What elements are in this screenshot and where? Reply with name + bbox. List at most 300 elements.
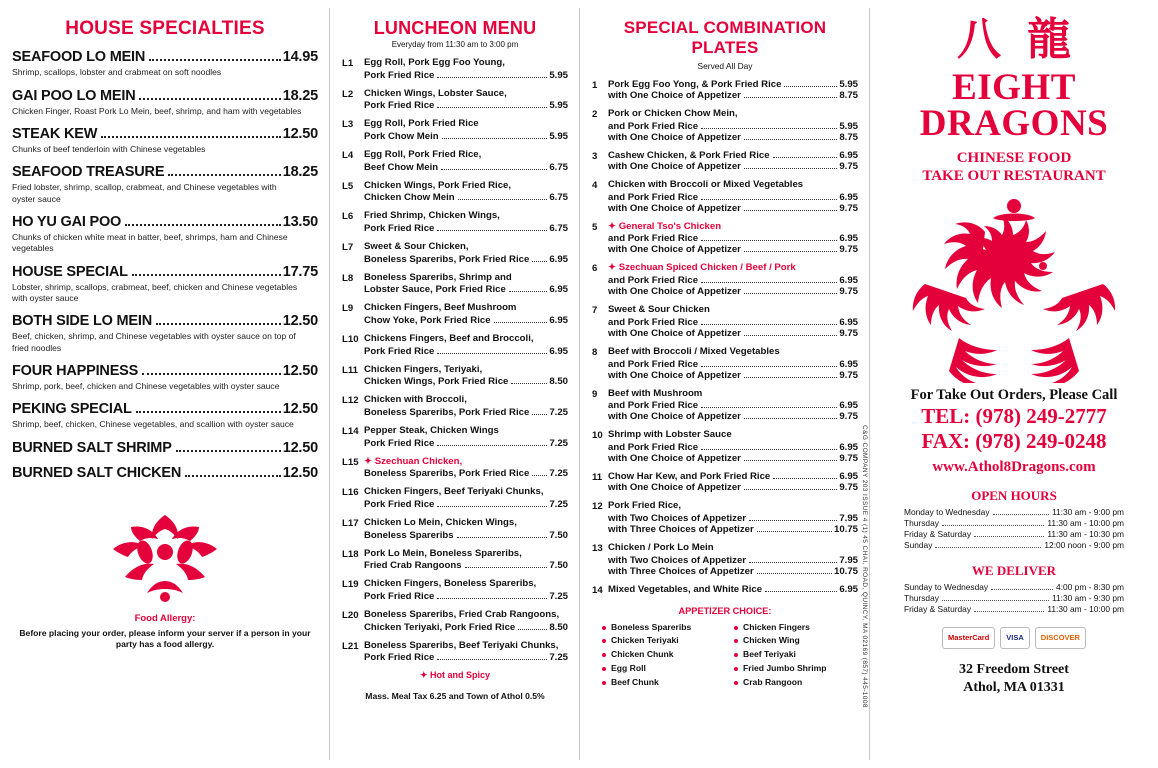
house-specialty-line — [12, 49, 318, 65]
restaurant-name-line2: DRAGONS — [919, 103, 1109, 145]
combination-item-price: 10.75 — [833, 565, 858, 577]
leader-dots — [437, 658, 547, 660]
combination-item-name-single: Chow Har Kew, and Pork Fried Rice — [608, 471, 771, 483]
leader-dots — [701, 281, 837, 283]
take-out-call-text: For Take Out Orders, Please Call — [910, 387, 1118, 403]
combination-item-number: 3 — [592, 150, 598, 162]
combination-item-option: with One Choice of Appetizer — [608, 90, 741, 102]
visa-icon: VISA — [1000, 627, 1030, 649]
chili-pepper-icon: ✦ — [364, 455, 375, 467]
combination-item-name-2: and Pork Fried Rice — [608, 316, 699, 328]
mastercard-icon: MasterCard — [942, 627, 995, 649]
combination-plates-title — [592, 18, 858, 57]
luncheon-item — [342, 180, 568, 204]
luncheon-item-name: Chicken Wings, Pork Fried Rice, — [364, 179, 512, 191]
luncheon-item-name: Chickens Fingers, Beef and Broccoli, — [364, 333, 534, 345]
luncheon-item-price: 5.95 — [549, 100, 568, 112]
combination-item-price: 9.75 — [839, 327, 858, 339]
house-specialty-item — [12, 88, 318, 117]
delivery-hours-row — [882, 582, 1146, 593]
house-specialties-column — [0, 0, 330, 768]
combination-item-name: Chicken with Broccoli or Mixed Vegetables — [608, 178, 804, 190]
combination-item-price: 6.95 — [839, 583, 858, 595]
leader-dots — [701, 127, 837, 129]
leader-dots — [458, 198, 548, 200]
leader-dots — [532, 474, 547, 476]
leader-dots — [701, 198, 837, 200]
leader-dots — [974, 535, 1044, 537]
luncheon-item-code: L9 — [342, 303, 354, 315]
luncheon-item-name-last: Boneless Spareribs — [364, 529, 454, 541]
luncheon-item-code: L21 — [342, 640, 359, 652]
house-specialty-description: Shrimp, beef, chicken, Chinese vegetables, and scallion with oyster sauce — [12, 419, 294, 430]
luncheon-item-price-line — [364, 652, 568, 663]
combination-item-number: 5 — [592, 221, 598, 233]
house-specialty-item — [12, 264, 318, 305]
luncheon-item-name-last: Beef Chow Mein — [364, 161, 439, 173]
discover-icon: DISCOVER — [1035, 627, 1086, 649]
leader-dots — [701, 239, 837, 241]
leader-dots — [437, 106, 547, 108]
luncheon-item-name-last: Chow Yoke, Pork Fried Rice — [364, 315, 491, 327]
combination-item-body — [608, 79, 858, 101]
leader-dots — [142, 372, 281, 375]
luncheon-item-body — [364, 640, 568, 664]
appetizer-choice-item: Chicken Teriyaki — [602, 634, 726, 647]
house-specialty-item — [12, 214, 318, 255]
luncheon-item-body — [364, 210, 568, 234]
luncheon-item — [342, 149, 568, 173]
house-specialties-list — [12, 49, 318, 480]
leader-dots — [744, 488, 837, 490]
house-specialty-price: 17.75 — [282, 263, 318, 280]
luncheon-item-price: 7.50 — [549, 560, 568, 572]
luncheon-item-code: L18 — [342, 548, 359, 560]
leader-dots — [132, 273, 281, 276]
luncheon-item-body — [364, 548, 568, 572]
combination-price-line — [608, 524, 858, 535]
luncheon-item-name-last: Boneless Spareribs, Pork Fried Rice — [364, 468, 530, 480]
luncheon-item-code: L20 — [342, 609, 359, 621]
hours-days: Sunday — [904, 539, 933, 550]
house-specialty-line — [12, 88, 318, 104]
combination-item-number: 10 — [592, 430, 603, 442]
house-specialty-item — [12, 363, 318, 392]
house-specialty-name: FOUR HAPPINESS — [12, 363, 139, 380]
hot-and-spicy-label: Hot and Spicy — [430, 670, 491, 681]
leader-dots — [139, 97, 280, 100]
luncheon-item-body — [364, 578, 568, 602]
appetizer-choice-item: Beef Teriyaki — [734, 648, 858, 661]
combination-items-list — [592, 79, 858, 596]
chinese-name: 八龍 — [957, 14, 1097, 65]
leader-dots — [701, 448, 837, 450]
combination-item-body — [608, 542, 858, 577]
combination-price-line — [608, 90, 858, 101]
leader-dots — [744, 167, 837, 169]
luncheon-item — [342, 272, 568, 296]
combination-item — [592, 179, 858, 214]
luncheon-item-price-line — [364, 100, 568, 111]
hours-time: 12:00 noon - 9:00 pm — [1044, 539, 1124, 550]
luncheon-item-name-last: Chicken Chow Mein — [364, 192, 455, 204]
open-hours-row — [882, 518, 1146, 529]
house-specialty-name: HO YU GAI POO — [12, 213, 122, 230]
combination-price-line — [608, 584, 858, 595]
hours-days: Thursday — [904, 592, 939, 603]
combination-item-option: with Three Choices of Appetizer — [608, 565, 754, 577]
luncheon-item — [342, 302, 568, 326]
leader-dots — [437, 229, 547, 231]
luncheon-item-name-last: Pork Fried Rice — [364, 345, 435, 357]
combination-item-number: 4 — [592, 179, 598, 191]
restaurant-tagline — [882, 149, 1146, 187]
chili-pepper-icon: ✦ — [608, 262, 619, 274]
house-specialty-price: 12.50 — [282, 125, 318, 142]
combination-item-number: 2 — [592, 109, 598, 121]
luncheon-item — [342, 456, 568, 480]
combination-item-name-2: with Two Choices of Appetizer — [608, 554, 747, 566]
leader-dots — [749, 519, 837, 521]
leader-dots — [437, 597, 547, 599]
luncheon-item-name: Boneless Spareribs, Shrimp and — [364, 271, 512, 283]
tagline-line1: CHINESE FOOD — [956, 149, 1072, 166]
leader-dots — [437, 76, 547, 78]
combination-title-line1: SPECIAL COMBINATION — [623, 18, 827, 37]
restaurant-name-line1: EIGHT — [952, 67, 1076, 108]
luncheon-item-name: Egg Roll, Pork Fried Rice, — [364, 149, 482, 161]
luncheon-item-name-last: Fried Crab Rangoons — [364, 560, 462, 572]
luncheon-item — [342, 486, 568, 510]
leader-dots — [744, 250, 837, 252]
chili-pepper-icon: ✦ — [608, 220, 619, 232]
combination-price-line — [608, 471, 858, 482]
luncheon-item — [342, 241, 568, 265]
combination-price-line — [608, 150, 858, 161]
luncheon-item-price: 8.50 — [549, 376, 568, 388]
leader-dots — [942, 599, 1049, 601]
luncheon-item-code: L15 — [342, 456, 359, 468]
accepted-cards — [882, 627, 1146, 649]
house-specialty-item — [12, 49, 318, 78]
hours-time: 11:30 am - 9:30 pm — [1051, 592, 1124, 603]
luncheon-item-body — [364, 241, 568, 265]
leader-dots — [744, 376, 837, 378]
luncheon-item-name-last: Boneless Spareribs, Pork Fried Rice — [364, 253, 530, 265]
luncheon-item-body — [364, 272, 568, 296]
leader-dots — [749, 561, 837, 563]
luncheon-item-name-last: Pork Fried Rice — [364, 100, 435, 112]
combination-item-option: with One Choice of Appetizer — [608, 286, 741, 298]
combination-item-price: 9.75 — [839, 482, 858, 494]
combination-item-name-2: and Pork Fried Rice — [608, 358, 699, 370]
leader-dots — [185, 474, 281, 477]
leader-dots — [744, 459, 837, 461]
appetizer-choice-item: Chicken Wing — [734, 634, 858, 647]
luncheon-item — [342, 578, 568, 602]
combination-item-name-hot: General Tso's Chicken — [618, 220, 722, 232]
leader-dots — [156, 322, 281, 325]
leader-dots — [974, 610, 1044, 612]
combination-item-price: 9.75 — [839, 244, 858, 256]
combination-item-body — [608, 108, 858, 143]
house-specialty-line — [12, 401, 318, 417]
combination-item — [592, 221, 858, 256]
combination-item — [592, 584, 858, 596]
combination-item-number: 6 — [592, 263, 598, 275]
combination-price-line — [608, 161, 858, 172]
combination-item-name — [608, 221, 858, 234]
luncheon-item-price: 7.25 — [549, 499, 568, 510]
house-specialty-price: 18.25 — [282, 87, 318, 104]
house-specialty-item — [12, 313, 318, 354]
luncheon-item — [342, 517, 568, 541]
combination-item-number: 12 — [592, 501, 603, 513]
food-allergy-title: Food Allergy: — [134, 612, 196, 624]
house-specialty-item — [12, 440, 318, 456]
combination-item-price: 5.95 — [839, 120, 858, 132]
combination-price-line — [608, 121, 858, 132]
house-specialty-price: 12.50 — [282, 401, 318, 418]
combination-item — [592, 79, 858, 101]
combination-price-line — [608, 370, 858, 381]
address-line1: 32 Freedom Street — [959, 661, 1069, 677]
leader-dots — [744, 334, 837, 336]
combination-item-body — [608, 221, 858, 256]
combination-item-name-2: and Pork Fried Rice — [608, 233, 699, 245]
appetizer-choice-item: Crab Rangoon — [734, 676, 858, 689]
luncheon-item-code: L14 — [342, 426, 359, 438]
luncheon-item-name: Pork Lo Mein, Boneless Spareribs, — [364, 547, 522, 559]
food-allergy-notice — [12, 613, 318, 651]
combination-item-number: 9 — [592, 388, 598, 400]
combination-item-name-hot: Szechuan Spiced Chicken / Beef / Pork — [618, 262, 796, 274]
appetizer-choice-item: Fried Jumbo Shrimp — [734, 662, 858, 675]
combination-item-option: with One Choice of Appetizer — [608, 453, 741, 465]
open-hours-row — [882, 540, 1146, 551]
house-specialty-price: 12.50 — [282, 313, 318, 330]
luncheon-menu-column — [330, 0, 580, 768]
combination-price-line — [608, 233, 858, 244]
luncheon-item-body — [364, 609, 568, 633]
luncheon-item-price: 7.25 — [549, 437, 568, 449]
combination-price-line — [608, 482, 858, 493]
combination-item-body — [608, 500, 858, 535]
combination-item-price: 8.75 — [839, 90, 858, 102]
luncheon-item-price-line — [364, 192, 568, 203]
printer-code: C&G COMPANY 203 ISSUE 4 (1) 45 CHAI, ROAD, QUINCY, MA 02169 (857) 445-1008 — [861, 425, 868, 708]
house-specialty-name: SEAFOOD TREASURE — [12, 164, 165, 181]
luncheon-item-price: 6.75 — [549, 161, 568, 173]
leader-dots — [993, 513, 1049, 515]
appetizer-choice-header: APPETIZER CHOICE: — [678, 605, 772, 616]
combination-item-name-single: Cashew Chicken, & Pork Fried Rice — [608, 149, 770, 161]
combination-item-option: with One Choice of Appetizer — [608, 482, 741, 494]
luncheon-item — [342, 394, 568, 418]
delivery-hours-list — [882, 582, 1146, 615]
luncheon-item-name: Sweet & Sour Chicken, — [364, 241, 469, 253]
combination-item-price: 9.75 — [839, 453, 858, 465]
luncheon-item-body — [364, 425, 568, 449]
luncheon-item-price: 7.25 — [549, 590, 568, 602]
luncheon-item-price-line — [364, 315, 568, 326]
house-specialty-line — [12, 126, 318, 142]
luncheon-item-price-line — [364, 591, 568, 602]
leader-dots — [168, 173, 280, 176]
combination-item-price: 6.95 — [839, 275, 858, 287]
luncheon-item-body — [364, 180, 568, 204]
combination-item-name-2: and Pork Fried Rice — [608, 442, 699, 454]
luncheon-item-price-line — [364, 131, 568, 142]
leader-dots — [701, 406, 837, 408]
leader-dots — [437, 444, 547, 446]
website-link[interactable]: www.Athol8Dragons.com — [932, 458, 1096, 475]
luncheon-item-price-line — [364, 70, 568, 81]
luncheon-item-name-last: Pork Fried Rice — [364, 69, 435, 81]
we-deliver-title: WE DELIVER — [971, 562, 1057, 578]
combination-item-option: with Three Choices of Appetizer — [608, 523, 754, 535]
combination-item-price: 9.75 — [839, 369, 858, 381]
appetizer-choice-item: Chicken Chunk — [602, 648, 726, 661]
combination-item-price: 6.95 — [839, 400, 858, 412]
luncheon-hours-note: Everyday from 11:30 am to 3:00 pm — [391, 40, 519, 50]
combination-item-number: 14 — [592, 584, 603, 596]
house-specialty-name: HOUSE SPECIAL — [12, 263, 128, 280]
luncheon-menu-title: LUNCHEON MENU — [373, 18, 537, 38]
combination-item-price: 8.75 — [839, 131, 858, 143]
luncheon-item — [342, 609, 568, 633]
house-specialty-line — [12, 164, 318, 180]
house-specialty-description: Chicken Finger, Roast Pork Lo Mein, beef, shrimp, and ham with vegetables — [12, 105, 302, 116]
phone-number[interactable]: TEL: (978) 249-2777 — [921, 404, 1107, 428]
combination-item-option: with One Choice of Appetizer — [608, 369, 741, 381]
combination-item-body — [608, 179, 858, 214]
combination-item-price: 10.75 — [833, 523, 858, 535]
combination-item-body — [608, 150, 858, 172]
leader-dots — [442, 137, 548, 139]
luncheon-item-name: Chicken Fingers, Boneless Spareribs, — [364, 578, 537, 590]
combination-item-price: 6.95 — [839, 471, 858, 483]
house-specialty-description: Lobster, shrimp, scallops, crabmeat, beef, chicken and Chinese vegetables with oyster sauce — [12, 281, 298, 304]
luncheon-item-price-line — [364, 376, 568, 387]
house-specialty-item — [12, 465, 318, 481]
combination-price-line — [608, 566, 858, 577]
house-specialty-name: STEAK KEW — [12, 125, 98, 142]
luncheon-item-body — [364, 333, 568, 357]
house-specialty-name: GAI POO LO MEIN — [12, 87, 136, 104]
luncheon-item-price: 6.95 — [549, 315, 568, 327]
combination-item-option: with One Choice of Appetizer — [608, 131, 741, 143]
combination-item-name-single: Pork Egg Foo Yong, & Pork Fried Rice — [608, 79, 782, 91]
leader-dots — [465, 566, 548, 568]
luncheon-item — [342, 640, 568, 664]
house-specialty-description: Shrimp, scallops, lobster and crabmeat on soft noodles — [12, 67, 222, 78]
luncheon-item-price-line — [364, 560, 568, 571]
combination-price-line — [608, 400, 858, 411]
combination-item-body — [608, 262, 858, 297]
combination-item — [592, 388, 858, 423]
luncheon-item-body — [364, 517, 568, 541]
combination-item-name: Beef with Broccoli / Mixed Vegetables — [608, 345, 780, 357]
combination-item — [592, 150, 858, 172]
hours-time: 11:30 am - 9:00 pm — [1051, 506, 1124, 517]
luncheon-item-name-last: Lobster Sauce, Pork Fried Rice — [364, 284, 506, 296]
leader-dots — [532, 260, 547, 262]
hours-days: Sunday to Wednesday — [904, 581, 989, 592]
luncheon-item-name: Fried Shrimp, Chicken Wings, — [364, 210, 500, 222]
luncheon-item-name-last: Pork Fried Rice — [364, 590, 435, 602]
house-specialty-item — [12, 401, 318, 430]
leader-dots — [437, 505, 547, 507]
combination-item — [592, 542, 858, 577]
house-specialty-line — [12, 214, 318, 230]
leader-dots — [744, 209, 837, 211]
leader-dots — [744, 417, 837, 419]
combination-item — [592, 346, 858, 381]
appetizer-choice-item: Chicken Fingers — [734, 621, 858, 634]
leader-dots — [701, 365, 837, 367]
house-specialty-name: PEKING SPECIAL — [12, 401, 132, 418]
house-specialty-description: Chunks of beef tenderloin with Chinese vegetables — [12, 143, 206, 154]
combination-item-name-2: and Pork Fried Rice — [608, 275, 699, 287]
combination-item-option: with One Choice of Appetizer — [608, 202, 741, 214]
leader-dots — [701, 323, 837, 325]
combination-plates-column — [580, 0, 870, 768]
luncheon-item-body — [364, 364, 568, 388]
leader-dots — [518, 628, 547, 630]
combination-title-line2: PLATES — [691, 37, 759, 57]
luncheon-item-name: Boneless Spareribs, Beef Teriyaki Chunks, — [364, 639, 559, 651]
leader-dots — [757, 530, 832, 532]
luncheon-item-code: L4 — [342, 150, 354, 162]
combination-item-name-2: and Pork Fried Rice — [608, 191, 699, 203]
leader-dots — [784, 85, 837, 87]
fax-number: FAX: (978) 249-0248 — [921, 428, 1107, 453]
combination-item-price: 6.95 — [839, 233, 858, 245]
combination-item-body — [608, 584, 858, 596]
combination-item-name: Beef with Mushroom — [608, 387, 703, 399]
luncheon-item-name — [364, 456, 568, 469]
combination-item-name — [608, 262, 858, 275]
appetizer-choice-list — [592, 621, 858, 689]
house-specialty-price: 14.95 — [282, 49, 318, 66]
combination-item-price: 9.75 — [839, 202, 858, 214]
leader-dots — [744, 138, 837, 140]
luncheon-item-code: L10 — [342, 334, 359, 346]
combination-item-price: 7.95 — [839, 512, 858, 524]
house-specialty-description: Fried lobster, shrimp, scallop, crabmeat, and Chinese vegetables with oyster sauce — [12, 182, 277, 204]
luncheon-item-name-last: Chicken Teriyaki, Pork Fried Rice — [364, 621, 516, 633]
luncheon-item-name: Egg Roll, Pork Egg Foo Young, — [364, 57, 505, 69]
appetizer-choice-item: Boneless Spareribs — [602, 621, 726, 634]
luncheon-item-code: L17 — [342, 518, 359, 529]
house-specialty-name: SEAFOOD LO MEIN — [12, 49, 146, 66]
luncheon-item-body — [364, 118, 568, 142]
leader-dots — [744, 96, 837, 98]
house-specialty-item — [12, 126, 318, 155]
hours-time: 11:30 am - 10:00 pm — [1047, 517, 1124, 528]
house-specialty-name: BOTH SIDE LO MEIN — [12, 313, 152, 330]
luncheon-item-body — [364, 149, 568, 173]
luncheon-item-price-line — [364, 162, 568, 173]
luncheon-item-price: 7.25 — [549, 652, 568, 664]
luncheon-item-code: L6 — [342, 211, 354, 223]
combination-item-name: Pork Fried Rice, — [608, 500, 682, 512]
luncheon-item-price: 6.95 — [549, 253, 568, 265]
luncheon-item-body — [364, 88, 568, 112]
luncheon-item-name: Egg Roll, Pork Fried Rice — [364, 118, 479, 130]
combination-item-name: Pork or Chicken Chow Mein, — [608, 108, 738, 120]
